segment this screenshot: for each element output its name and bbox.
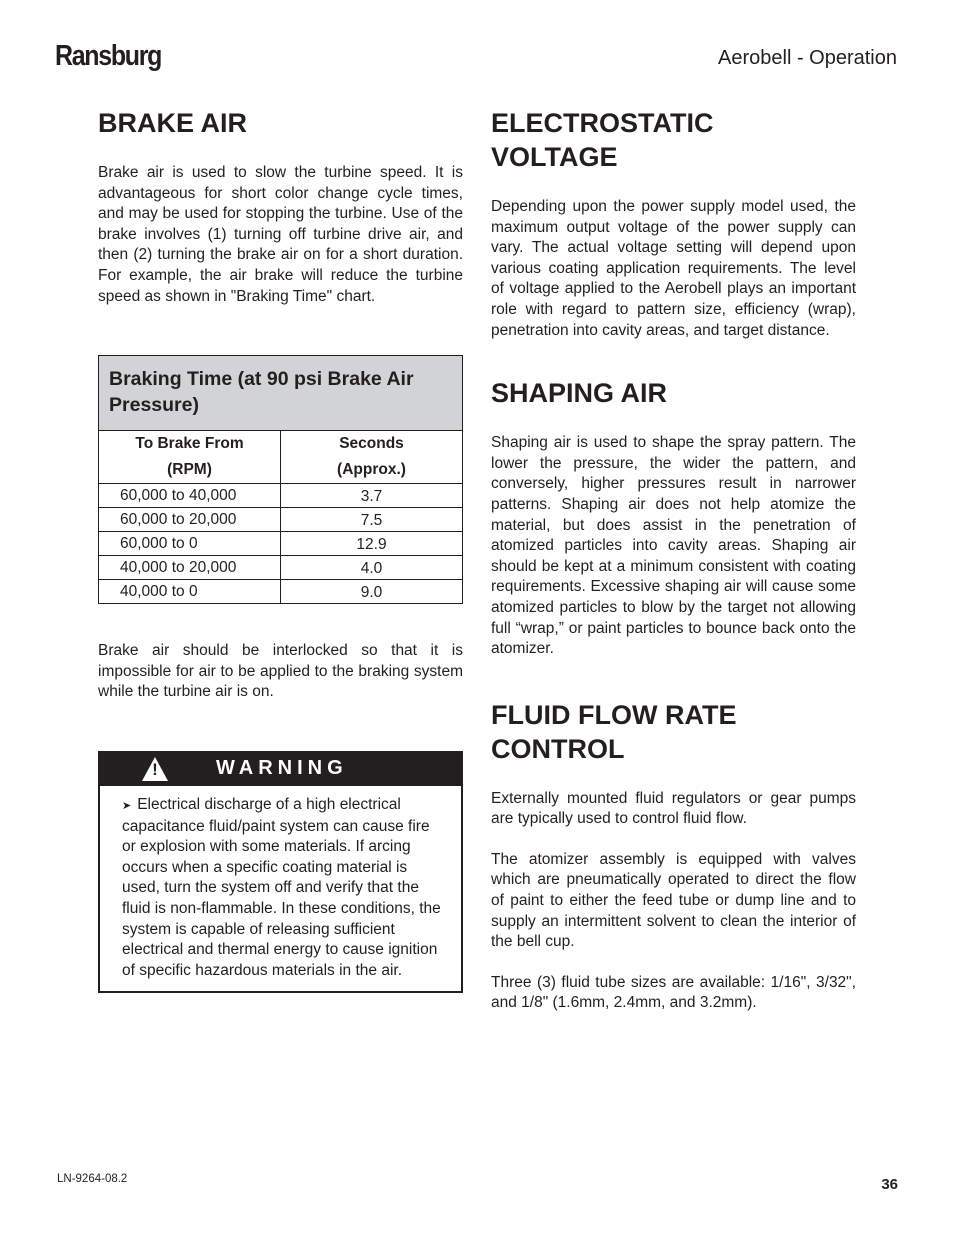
warning-box: [98, 751, 463, 993]
document-number: LN-9264-08.2: [57, 1173, 128, 1185]
shaping-air-heading: SHAPING AIR: [491, 378, 668, 409]
cell-seconds: 4.0: [281, 556, 463, 580]
braking-time-table-title: Braking Time (at 90 psi Brake Air Pressure): [99, 356, 462, 431]
warning-title: WARNING: [216, 756, 348, 779]
cell-brake-from: 60,000 to 40,000: [99, 484, 281, 508]
cell-brake-from: 40,000 to 0: [120, 582, 198, 600]
brake-air-paragraph: Brake air is used to slow the turbine speed. It is advantageous for short color change cycle times, and may be used for stopping the turbine. Use of the brake involves (1) turning off turbine drive air, and then (2) turning the brake air on for a short duration. For example, the air brake will reduce the turbine speed as shown in "Braking Time" chart.: [98, 164, 463, 305]
warning-body: [100, 786, 461, 991]
fluid-flow-heading: FLUID FLOW RATE CONTROL: [491, 699, 737, 764]
column-header-seconds: Seconds (Approx.): [281, 431, 463, 484]
bullet-arrow-icon: ➤: [122, 799, 132, 812]
brake-air-heading: BRAKE AIR: [98, 108, 248, 138]
warning-exclamation: !: [152, 759, 158, 779]
table-row: [99, 580, 462, 604]
warning-text: Electrical discharge of a high electrical capacitance fluid/paint system can cause fire or explosion with some materials. If arcing occurs when a specific coating material is used, turn the system off and verify that the fluid is non-flammable. In these conditions, the system is capable of releasing sufficient electrical and thermal energy to cause ignition of specific hazardous materials in the air.: [122, 795, 441, 979]
fluid-flow-paragraph-1: Externally mounted fluid regulators or gear pumps are typically used to control fluid flow.: [491, 789, 856, 828]
cell-brake-from: 40,000 to 20,000: [99, 556, 281, 580]
braking-time-table: [98, 355, 463, 604]
right-column: [491, 106, 856, 1014]
table-row: [99, 532, 462, 556]
cell-seconds: 7.5: [281, 508, 463, 532]
shaping-air-paragraph: Shaping air is used to shape the spray pattern. The lower the pressure, the wider the pattern, and conversely, higher pressures result in narrower patterns. Shaping air does not help atomize the material, but does assist in the penetration of atomized particles into cavity areas. Shaping air should be kept at a minimum consistent with coating requirements. Excessive shaping air will cause some atomized particles to blow by the target not allowing full “wrap,” or paint particles to bounce back onto the atomizer.: [491, 434, 856, 658]
electrostatic-voltage-paragraph: Depending upon the power supply model used, the maximum output voltage of the power supply can vary. The actual voltage setting will depend upon various coating application requirements. The level of voltage applied to the Aerobell plays an important role with regard to pattern size, efficiency (wrap), penetration into cavity areas, and target distance.: [491, 198, 856, 339]
brand-logo: Ransburg: [55, 40, 162, 72]
warning-header: [100, 753, 461, 786]
fluid-flow-paragraph-3: Three (3) fluid tube sizes are available: 1/16", 3/32", and 1/8" (1.6mm, 2.4mm, and 3.2mm).: [491, 973, 856, 1012]
table-row: [99, 484, 462, 508]
left-column: [98, 106, 463, 993]
cell-brake-from: 60,000 to 0: [99, 532, 281, 556]
page-header-title: Aerobell - Operation: [718, 47, 897, 69]
cell-brake-from: 60,000 to 20,000: [99, 508, 281, 532]
cell-seconds: 3.7: [281, 484, 463, 508]
table-row: [99, 508, 462, 532]
page-number: 36: [881, 1176, 898, 1193]
cell-seconds: 9.0: [281, 580, 463, 604]
cell-seconds: 12.9: [281, 532, 463, 556]
brake-interlock-paragraph: Brake air should be interlocked so that it is impossible for air to be applied to the braking system while the turbine air is on.: [98, 642, 463, 701]
electrostatic-voltage-heading: ELECTROSTATIC VOLTAGE: [491, 108, 714, 172]
fluid-flow-paragraph-2: The atomizer assembly is equipped with valves which are pneumatically operated to direct the flow of paint to either the feed tube or dump line and to supply an intermittent solvent to clean the interior of the bell cup.: [491, 850, 856, 951]
column-header-brake-from: To Brake From (RPM): [99, 431, 281, 484]
table-row: [99, 556, 462, 580]
